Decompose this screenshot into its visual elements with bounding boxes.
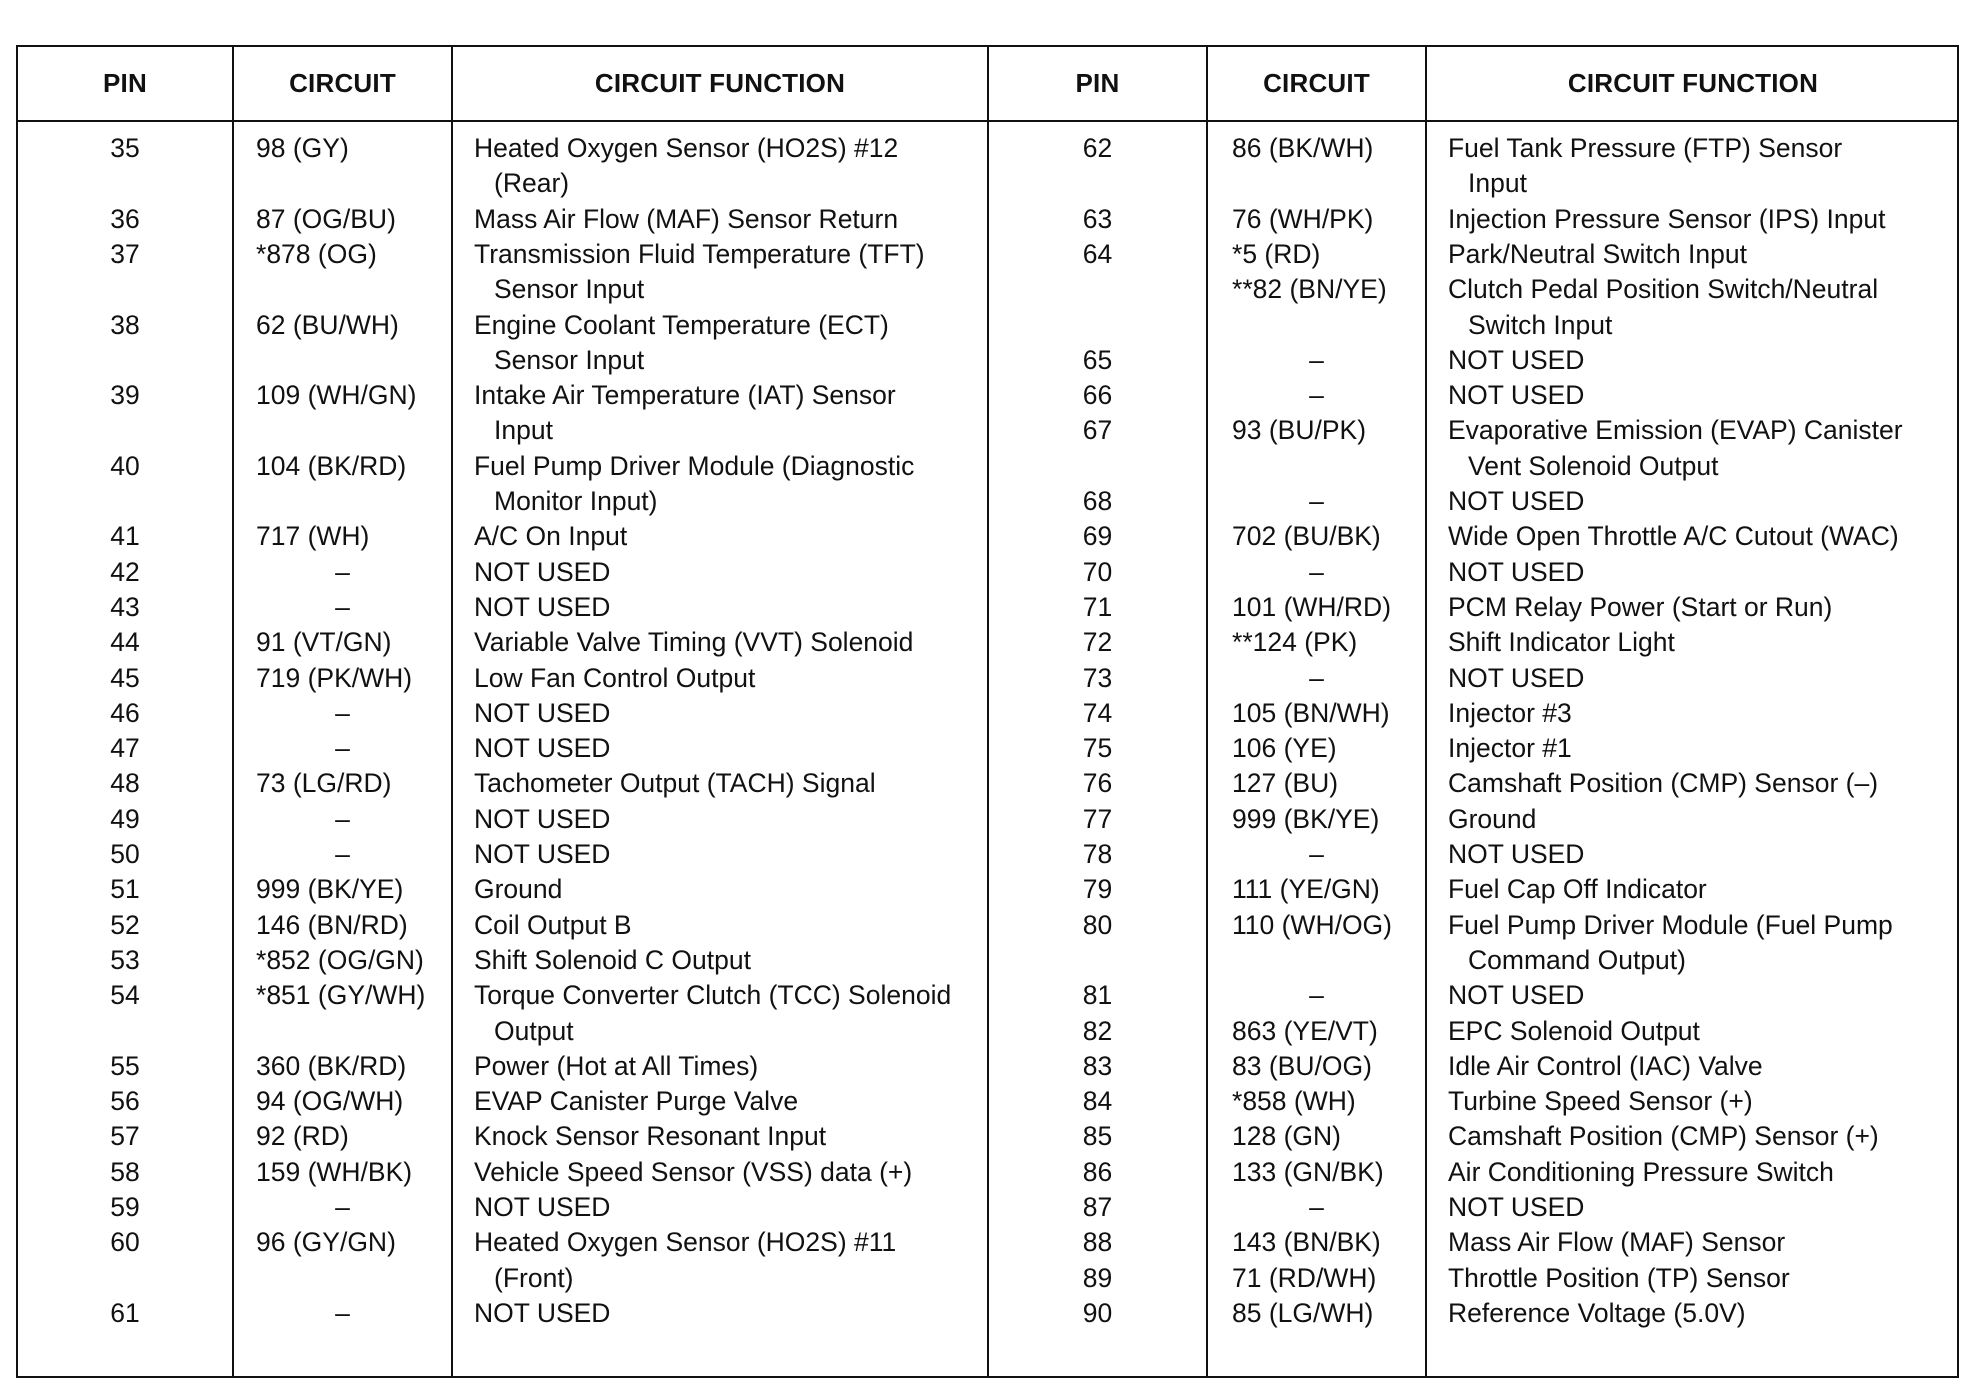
pin-number: 52 bbox=[110, 909, 140, 940]
pin-number: 64 bbox=[1082, 238, 1113, 269]
circuit-code: – bbox=[1309, 662, 1324, 693]
circuit-function: NOT USED bbox=[474, 556, 611, 587]
circuit-code: – bbox=[1309, 380, 1324, 411]
circuit-code: – bbox=[1309, 839, 1324, 869]
pin-number: 54 bbox=[110, 980, 140, 1011]
circuit-function: Switch Input bbox=[1468, 309, 1613, 340]
circuit-function: Mass Air Flow (MAF) Sensor bbox=[1448, 1227, 1786, 1258]
circuit-function: Clutch Pedal Position Switch/Neutral bbox=[1448, 274, 1879, 305]
circuit-function: Vent Solenoid Output bbox=[1468, 450, 1719, 481]
pin-number: 35 bbox=[110, 133, 140, 163]
column-divider bbox=[1425, 47, 1427, 1376]
circuit-code: 111 (YE/GN) bbox=[1232, 874, 1380, 905]
pin-number: 68 bbox=[1082, 486, 1113, 516]
circuit-function: Tachometer Output (TACH) Signal bbox=[474, 768, 876, 799]
circuit-code: 999 (BK/YE) bbox=[1232, 803, 1380, 834]
pin-number: 38 bbox=[110, 309, 140, 340]
pin-number: 78 bbox=[1082, 839, 1113, 869]
pin-number: 71 bbox=[1082, 591, 1113, 622]
circuit-function: Ground bbox=[1448, 803, 1537, 834]
circuit-code: – bbox=[1309, 980, 1324, 1011]
circuit-code: 159 (WH/BK) bbox=[256, 1156, 413, 1187]
circuit-code: – bbox=[335, 839, 350, 869]
header-pin-right: PIN bbox=[1075, 68, 1120, 98]
pin-number: 41 bbox=[110, 521, 140, 552]
pin-number: 72 bbox=[1082, 627, 1113, 658]
pin-number: 53 bbox=[110, 944, 140, 975]
circuit-function: NOT USED bbox=[474, 839, 611, 869]
circuit-code: 92 (RD) bbox=[256, 1121, 349, 1152]
circuit-code: – bbox=[335, 1192, 350, 1222]
header-circuit-left: CIRCUIT bbox=[289, 68, 396, 98]
pin-number: 87 bbox=[1082, 1192, 1113, 1222]
circuit-function: EPC Solenoid Output bbox=[1448, 1015, 1700, 1046]
pin-number: 67 bbox=[1082, 415, 1113, 446]
circuit-code: *5 (RD) bbox=[1232, 238, 1321, 269]
column-divider bbox=[451, 47, 453, 1376]
circuit-function: Torque Converter Clutch (TCC) Solenoid bbox=[474, 980, 952, 1011]
circuit-function: Transmission Fluid Temperature (TFT) bbox=[474, 238, 925, 269]
circuit-function: NOT USED bbox=[1448, 839, 1585, 869]
circuit-code: 863 (YE/VT) bbox=[1232, 1015, 1378, 1046]
pin-number: 65 bbox=[1082, 344, 1113, 375]
pin-number: 44 bbox=[110, 627, 140, 658]
circuit-code: 105 (BN/WH) bbox=[1232, 697, 1390, 728]
circuit-function: NOT USED bbox=[1448, 344, 1585, 375]
circuit-code: 98 (GY) bbox=[256, 133, 349, 163]
circuit-code: **82 (BN/YE) bbox=[1232, 274, 1387, 305]
pin-number: 45 bbox=[110, 662, 140, 693]
pin-number: 66 bbox=[1082, 380, 1113, 411]
circuit-function: A/C On Input bbox=[474, 521, 628, 552]
pin-number: 61 bbox=[110, 1297, 140, 1328]
circuit-code: 96 (GY/GN) bbox=[256, 1227, 396, 1258]
pin-number: 50 bbox=[110, 839, 140, 869]
pin-number: 89 bbox=[1082, 1262, 1113, 1293]
circuit-code: 360 (BK/RD) bbox=[256, 1050, 407, 1081]
circuit-function: Injection Pressure Sensor (IPS) Input bbox=[1448, 203, 1886, 234]
circuit-function: Reference Voltage (5.0V) bbox=[1448, 1297, 1746, 1328]
circuit-code: 71 (RD/WH) bbox=[1232, 1262, 1377, 1293]
circuit-code: 719 (PK/WH) bbox=[256, 662, 413, 693]
circuit-function: Fuel Pump Driver Module (Fuel Pump bbox=[1448, 909, 1893, 940]
pin-number: 79 bbox=[1082, 874, 1113, 905]
circuit-function: Fuel Cap Off Indicator bbox=[1448, 874, 1707, 905]
pin-number: 39 bbox=[110, 380, 140, 411]
circuit-code: 93 (BU/PK) bbox=[1232, 415, 1367, 446]
pin-number: 77 bbox=[1082, 803, 1113, 834]
circuit-function: Low Fan Control Output bbox=[474, 662, 756, 693]
circuit-code: 91 (VT/GN) bbox=[256, 627, 392, 658]
circuit-function: Ground bbox=[474, 874, 563, 905]
circuit-function: Shift Solenoid C Output bbox=[474, 944, 751, 975]
circuit-function: NOT USED bbox=[1448, 980, 1585, 1011]
pin-number: 42 bbox=[110, 556, 140, 587]
circuit-code: 143 (BN/BK) bbox=[1232, 1227, 1381, 1258]
circuit-function: NOT USED bbox=[1448, 1192, 1585, 1222]
circuit-code: 702 (BU/BK) bbox=[1232, 521, 1381, 552]
circuit-code: – bbox=[1309, 1192, 1324, 1222]
circuit-code: – bbox=[1309, 344, 1324, 375]
circuit-code: 73 (LG/RD) bbox=[256, 768, 392, 799]
circuit-code: – bbox=[335, 556, 350, 587]
circuit-function: Injector #1 bbox=[1448, 733, 1572, 764]
pin-number: 46 bbox=[110, 697, 140, 728]
circuit-function: EVAP Canister Purge Valve bbox=[474, 1086, 799, 1117]
circuit-code: 109 (WH/GN) bbox=[256, 380, 417, 411]
circuit-code: – bbox=[1309, 556, 1324, 587]
circuit-function: Knock Sensor Resonant Input bbox=[474, 1121, 827, 1152]
pin-number: 76 bbox=[1082, 768, 1113, 799]
circuit-function: Camshaft Position (CMP) Sensor (–) bbox=[1448, 768, 1879, 799]
circuit-function: NOT USED bbox=[1448, 486, 1585, 516]
circuit-code: 87 (OG/BU) bbox=[256, 203, 396, 234]
circuit-function: Coil Output B bbox=[474, 909, 632, 940]
circuit-function: NOT USED bbox=[474, 733, 611, 764]
circuit-function: Turbine Speed Sensor (+) bbox=[1448, 1086, 1753, 1117]
pin-number: 43 bbox=[110, 591, 140, 622]
circuit-code: – bbox=[335, 803, 350, 834]
header-divider bbox=[18, 120, 1957, 122]
circuit-function: Variable Valve Timing (VVT) Solenoid bbox=[474, 627, 914, 658]
pin-number: 82 bbox=[1082, 1015, 1113, 1046]
pin-number: 57 bbox=[110, 1121, 140, 1152]
header-function-right: CIRCUIT FUNCTION bbox=[1567, 68, 1819, 98]
pin-number: 69 bbox=[1082, 521, 1113, 552]
pin-number: 83 bbox=[1082, 1050, 1113, 1081]
circuit-code: 101 (WH/RD) bbox=[1232, 591, 1392, 622]
circuit-code: 110 (WH/OG) bbox=[1232, 909, 1392, 940]
circuit-function: Monitor Input) bbox=[494, 486, 658, 516]
circuit-function: Mass Air Flow (MAF) Sensor Return bbox=[474, 203, 899, 234]
circuit-function: Fuel Tank Pressure (FTP) Sensor bbox=[1448, 133, 1843, 163]
pin-number: 47 bbox=[110, 733, 140, 764]
circuit-function: Shift Indicator Light bbox=[1448, 627, 1675, 658]
circuit-code: 133 (GN/BK) bbox=[1232, 1156, 1384, 1187]
circuit-code: – bbox=[335, 697, 350, 728]
circuit-code: – bbox=[335, 591, 350, 622]
circuit-function: Air Conditioning Pressure Switch bbox=[1448, 1156, 1834, 1187]
circuit-function: Output bbox=[494, 1015, 574, 1046]
pin-number: 48 bbox=[110, 768, 140, 799]
pin-number: 73 bbox=[1082, 662, 1113, 693]
circuit-function: Camshaft Position (CMP) Sensor (+) bbox=[1448, 1121, 1879, 1152]
circuit-function: Sensor Input bbox=[494, 274, 645, 305]
circuit-function: Heated Oxygen Sensor (HO2S) #11 bbox=[474, 1227, 897, 1258]
pin-number: 58 bbox=[110, 1156, 140, 1187]
circuit-function: NOT USED bbox=[474, 591, 611, 622]
circuit-code: 62 (BU/WH) bbox=[256, 309, 399, 340]
circuit-code: – bbox=[1309, 486, 1324, 516]
header-circuit-right: CIRCUIT bbox=[1263, 68, 1370, 98]
circuit-function: NOT USED bbox=[474, 1297, 611, 1328]
pin-number: 49 bbox=[110, 803, 140, 834]
pin-number: 74 bbox=[1082, 697, 1113, 728]
pin-number: 59 bbox=[110, 1192, 140, 1222]
circuit-function: Input bbox=[1468, 168, 1527, 199]
circuit-code: – bbox=[335, 733, 350, 764]
pin-number: 37 bbox=[110, 238, 140, 269]
circuit-code: 106 (YE) bbox=[1232, 733, 1337, 764]
header-pin-left: PIN bbox=[103, 68, 147, 98]
pin-number: 86 bbox=[1082, 1156, 1113, 1187]
pin-number: 80 bbox=[1082, 909, 1113, 940]
circuit-function: Intake Air Temperature (IAT) Sensor bbox=[474, 380, 896, 411]
circuit-function: Input bbox=[494, 415, 553, 446]
pin-number: 70 bbox=[1082, 556, 1113, 587]
circuit-code: *851 (GY/WH) bbox=[256, 980, 426, 1011]
circuit-code: **124 (PK) bbox=[1232, 627, 1358, 658]
circuit-code: 85 (LG/WH) bbox=[1232, 1297, 1374, 1328]
pin-number: 51 bbox=[110, 874, 140, 905]
circuit-function: Command Output) bbox=[1468, 944, 1686, 975]
circuit-code: *852 (OG/GN) bbox=[256, 944, 424, 975]
circuit-function: Idle Air Control (IAC) Valve bbox=[1448, 1050, 1763, 1081]
circuit-function: Power (Hot at All Times) bbox=[474, 1050, 759, 1081]
circuit-function: NOT USED bbox=[474, 1192, 611, 1222]
pin-number: 40 bbox=[110, 450, 140, 481]
circuit-function: (Rear) bbox=[494, 168, 570, 199]
pin-number: 60 bbox=[110, 1227, 140, 1258]
circuit-code: 83 (BU/OG) bbox=[1232, 1050, 1372, 1081]
pin-number: 88 bbox=[1082, 1227, 1113, 1258]
column-divider bbox=[1206, 47, 1208, 1376]
pin-number: 55 bbox=[110, 1050, 140, 1081]
circuit-code: 104 (BK/RD) bbox=[256, 450, 407, 481]
circuit-function: Engine Coolant Temperature (ECT) bbox=[474, 309, 889, 340]
pin-number: 85 bbox=[1082, 1121, 1113, 1152]
pin-number: 75 bbox=[1082, 733, 1113, 764]
circuit-code: 146 (BN/RD) bbox=[256, 909, 408, 940]
circuit-function: NOT USED bbox=[474, 697, 611, 728]
circuit-code: 999 (BK/YE) bbox=[256, 874, 404, 905]
pin-number: 62 bbox=[1082, 133, 1113, 163]
circuit-code: 76 (WH/PK) bbox=[1232, 203, 1374, 234]
pin-number: 56 bbox=[110, 1086, 140, 1117]
circuit-function: NOT USED bbox=[1448, 380, 1585, 411]
pin-table bbox=[16, 45, 1959, 1378]
circuit-code: – bbox=[335, 1297, 350, 1328]
circuit-code: 717 (WH) bbox=[256, 521, 370, 552]
circuit-function: NOT USED bbox=[1448, 556, 1585, 587]
circuit-function: Injector #3 bbox=[1448, 697, 1572, 728]
circuit-function: Sensor Input bbox=[494, 344, 645, 375]
circuit-code: 127 (BU) bbox=[1232, 768, 1339, 799]
circuit-code: *878 (OG) bbox=[256, 238, 377, 269]
circuit-function: NOT USED bbox=[474, 803, 611, 834]
pin-number: 84 bbox=[1082, 1086, 1113, 1117]
circuit-function: Throttle Position (TP) Sensor bbox=[1448, 1262, 1790, 1293]
circuit-code: 86 (BK/WH) bbox=[1232, 133, 1374, 163]
header-function-left: CIRCUIT FUNCTION bbox=[594, 68, 846, 98]
pin-number: 90 bbox=[1082, 1297, 1113, 1328]
circuit-function: Vehicle Speed Sensor (VSS) data (+) bbox=[474, 1156, 913, 1187]
circuit-function: Park/Neutral Switch Input bbox=[1448, 238, 1747, 269]
circuit-function: NOT USED bbox=[1448, 662, 1585, 693]
pin-number: 81 bbox=[1082, 980, 1113, 1011]
circuit-function: Evaporative Emission (EVAP) Canister bbox=[1448, 415, 1903, 446]
pin-number: 36 bbox=[110, 203, 140, 234]
circuit-function: PCM Relay Power (Start or Run) bbox=[1448, 591, 1833, 622]
circuit-code: *858 (WH) bbox=[1232, 1086, 1356, 1117]
circuit-code: 128 (GN) bbox=[1232, 1121, 1341, 1152]
circuit-function: Fuel Pump Driver Module (Diagnostic bbox=[474, 450, 915, 481]
circuit-function: Wide Open Throttle A/C Cutout (WAC) bbox=[1448, 521, 1899, 552]
circuit-code: 94 (OG/WH) bbox=[256, 1086, 404, 1117]
circuit-function: Heated Oxygen Sensor (HO2S) #12 bbox=[474, 133, 899, 163]
circuit-function: (Front) bbox=[494, 1262, 574, 1293]
pin-number: 63 bbox=[1082, 203, 1113, 234]
